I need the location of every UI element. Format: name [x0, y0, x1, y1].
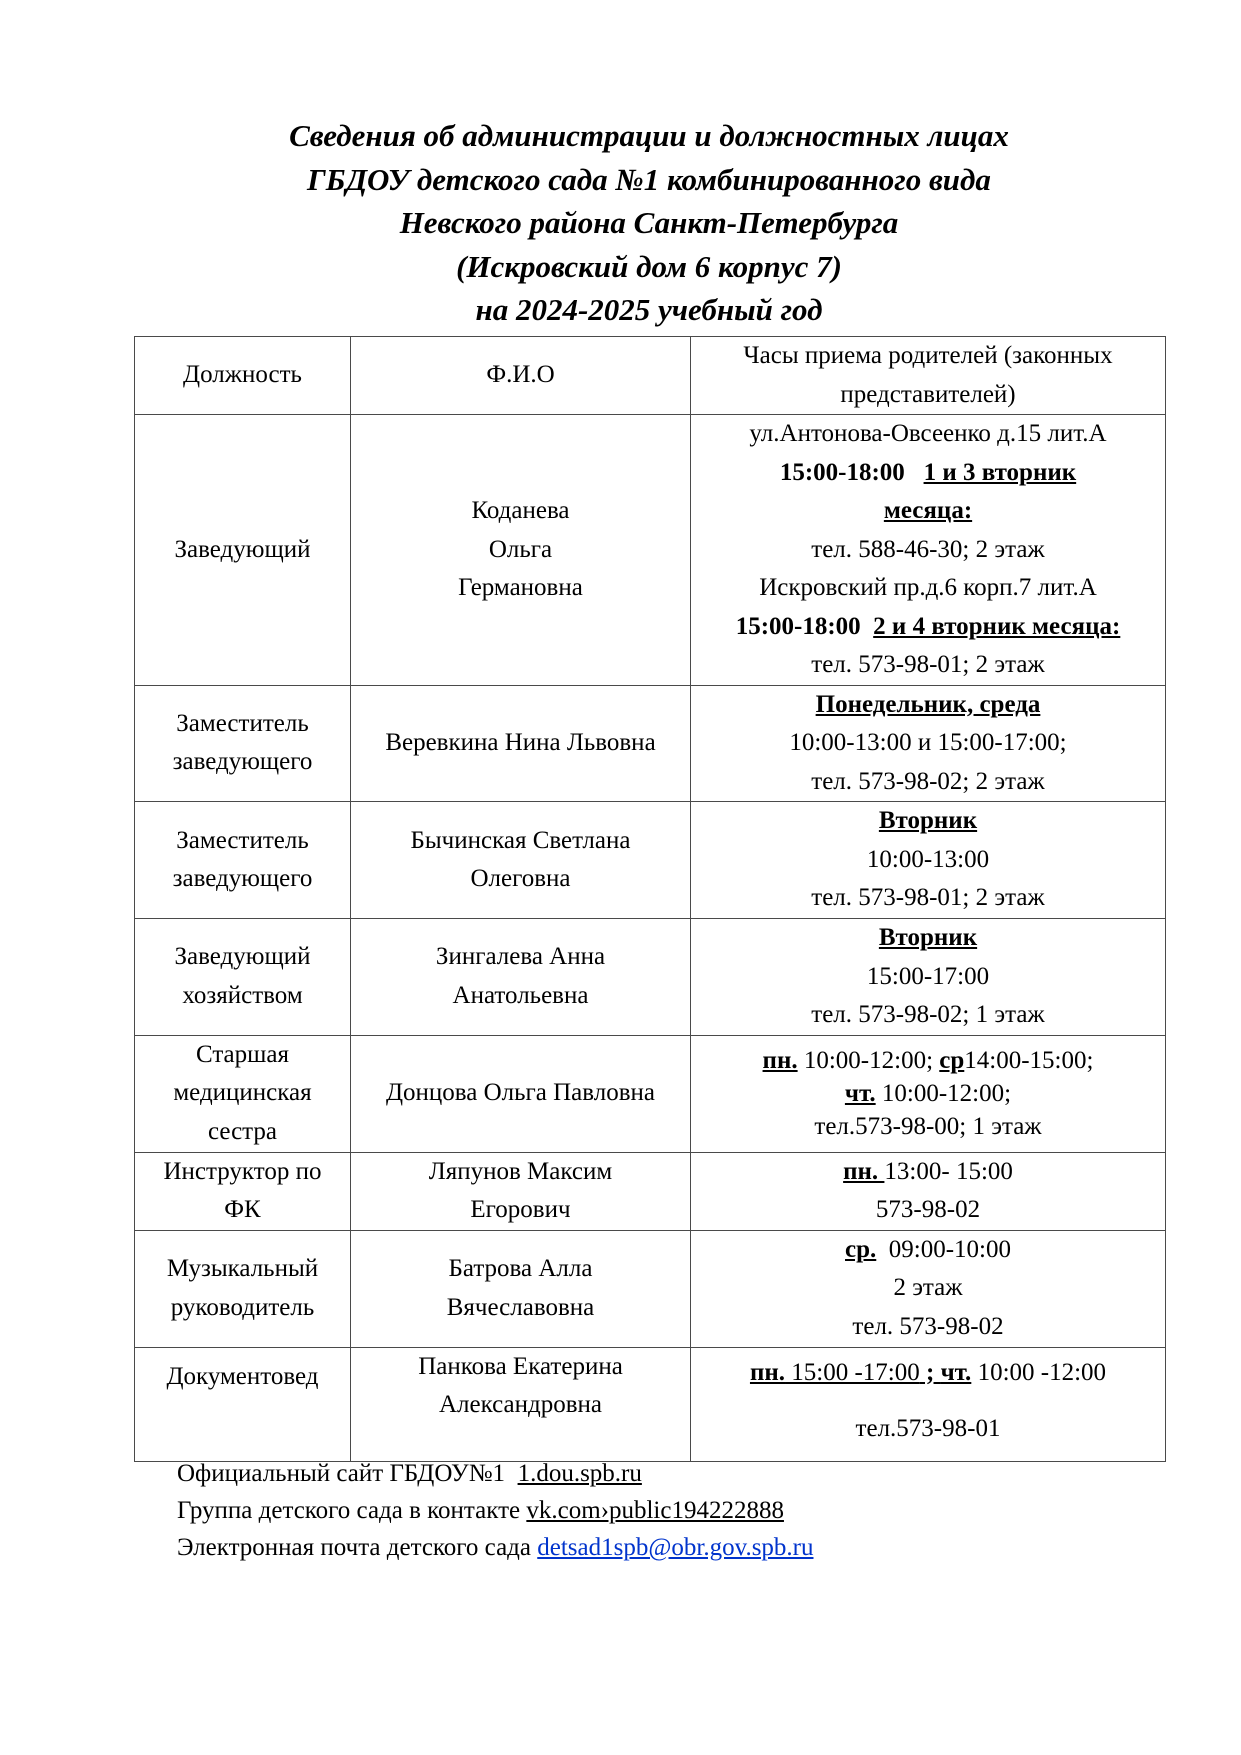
name-cell: Зингалева Анна Анатольевна — [351, 919, 691, 1036]
site-row: Официальный сайт ГБДОУ№1 1.dou.spb.ru — [177, 1460, 642, 1487]
email-row: Электронная почта детского сада detsad1spb@obr.gov.spb.ru — [177, 1534, 814, 1561]
name-cell: Панкова Екатерина Александровна — [351, 1347, 691, 1461]
name-cell: Коданева Ольга Германовна — [351, 415, 691, 686]
position-cell: Заведующий — [135, 415, 351, 686]
table-row — [135, 415, 1166, 686]
hours-cell: ср. 09:00-10:00 2 этаж тел. 573-98-02 — [691, 1230, 1166, 1347]
table-row — [135, 1347, 1166, 1461]
name-cell: Ляпунов Максим Егорович — [351, 1152, 691, 1230]
hours-cell: Понедельник, среда 10:00-13:00 и 15:00-17:00; тел. 573-98-02; 2 этаж — [691, 685, 1166, 802]
hours-cell: пн. 10:00-12:00; ср14:00-15:00; чт. 10:00-12:00; тел.573-98-00; 1 этаж — [691, 1035, 1166, 1152]
site-link[interactable]: 1.dou.spb.ru — [517, 1460, 642, 1487]
hours-cell: Вторник 10:00-13:00 тел. 573-98-01; 2 этаж — [691, 802, 1166, 919]
footer — [177, 1455, 814, 1566]
table-row — [135, 1035, 1166, 1152]
table-header-row — [135, 337, 1166, 415]
position-cell: Заместитель заведующего — [135, 685, 351, 802]
staff-table — [134, 336, 1166, 1462]
vk-row: Группа детского сада в контакте vk.com›public194222888 — [177, 1497, 784, 1524]
email-link[interactable]: detsad1spb@obr.gov.spb.ru — [537, 1534, 814, 1561]
position-cell: Заведующий хозяйством — [135, 919, 351, 1036]
name-cell: Бычинская Светлана Олеговна — [351, 802, 691, 919]
table-row — [135, 802, 1166, 919]
title-line: ГБДОУ детского сада №1 комбинированного вида — [307, 161, 991, 197]
name-cell: Веревкина Нина Львовна — [351, 685, 691, 802]
position-cell: Заместитель заведующего — [135, 802, 351, 919]
document-title — [134, 114, 1164, 332]
table-row — [135, 685, 1166, 802]
title-line: (Искровский дом 6 корпус 7) — [456, 248, 842, 284]
position-cell: Инструктор по ФК — [135, 1152, 351, 1230]
hours-cell: пн. 13:00- 15:00 573-98-02 — [691, 1152, 1166, 1230]
hours-cell: пн. 15:00 -17:00 ; чт. 10:00 -12:00 тел.573-98-01 — [691, 1347, 1166, 1461]
name-cell: Батрова Алла Вячеславовна — [351, 1230, 691, 1347]
header-hours: Часы приема родителей (законных представителей) — [691, 337, 1166, 415]
hours-cell: Вторник 15:00-17:00 тел. 573-98-02; 1 этаж — [691, 919, 1166, 1036]
table-row — [135, 919, 1166, 1036]
table-row — [135, 1230, 1166, 1347]
header-position: Должность — [135, 337, 351, 415]
vk-link[interactable]: vk.com›public194222888 — [526, 1497, 784, 1524]
hours-cell: ул.Антонова-Овсеенко д.15 лит.А 15:00-18:00 1 и 3 вторник месяца: тел. 588-46-30; 2 этаж Искровский пр.д.6 корп.7 лит.А 15:00-18:00 2 и 4 вторник месяца: тел. 573-98-01; 2 этаж — [691, 415, 1166, 686]
title-line: на 2024-2025 учебный год — [475, 292, 823, 327]
position-cell: Музыкальный руководитель — [135, 1230, 351, 1347]
name-cell: Донцова Ольга Павловна — [351, 1035, 691, 1152]
title-line: Сведения об администрации и должностных лицах — [289, 118, 1009, 153]
position-cell: Документовед — [135, 1347, 351, 1461]
table-row — [135, 1152, 1166, 1230]
header-name: Ф.И.О — [351, 337, 691, 415]
title-line: Невского района Санкт-Петербурга — [399, 205, 899, 240]
position-cell: Старшая медицинская сестра — [135, 1035, 351, 1152]
